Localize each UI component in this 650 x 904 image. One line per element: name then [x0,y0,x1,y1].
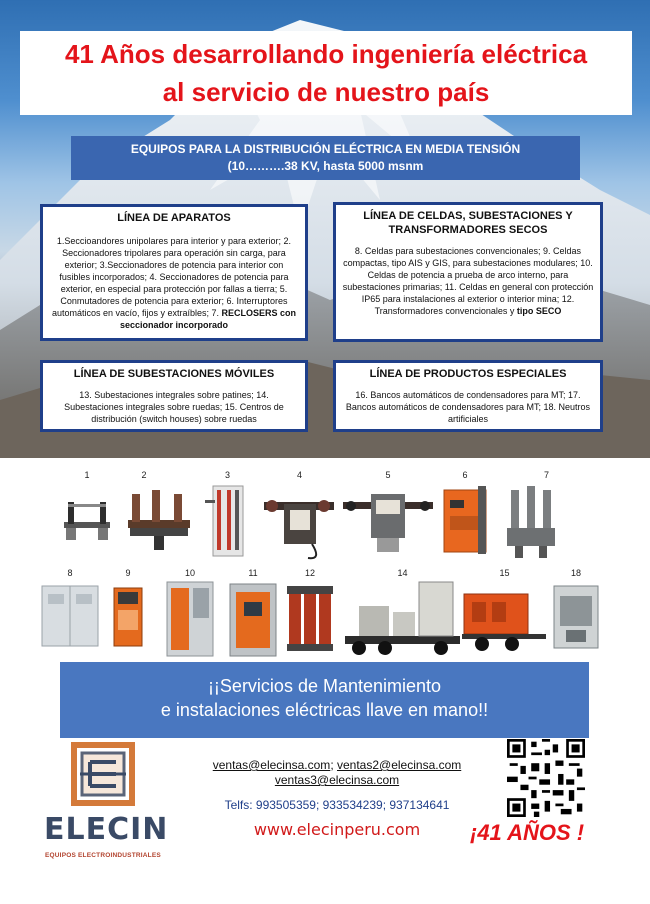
mobile-substation-icon [345,578,460,663]
card-title: LÍNEA DE CELDAS, SUBESTACIONES Y TRANSFORMADORES SECOS [363,210,573,236]
product-2: 2 [124,470,194,555]
load-break-switch-icon [205,480,250,560]
card-linea-aparatos [40,204,308,341]
ip65-cell-icon [228,578,278,658]
product-9: 9 [112,568,144,653]
switch-box-icon [343,480,433,560]
anniversary-badge: ¡41 AÑOS ! [470,820,585,845]
phone-numbers: Telfs: 993505359; 933534239; 937134641 [224,798,450,812]
recloser-icon [505,480,560,560]
card-body: 1.Seccioandores unipolares para interior y para exterior; 2. Seccionadores tripolares para operación sin carga, para exterior; 3.Seccionadores de potencia para interior con fusibles incorporados; 4. Seccionadores de potencia para exterior, en especial para protección por fallas a tierra; 5. Conmutadores de potencia para exterior; 6. Interruptores automáticos en vacío, fijos y extraíbles; 7. RECLOSERS con seccionador incorporado [51,236,297,330]
logo-tagline: EQUIPOS ELECTROINDUSTRIALES [45,852,161,859]
switch-house-trailer-icon [462,578,547,653]
product-11: 11 [228,568,278,663]
card-body: 8. Celdas para subestaciones convencionales; 9. Celdas compactas, tipo AIS y GIS, para subestaciones modulares; 10. Celdas de potencia a prueba de arco interno, para subestaciones primarias; 11. Celdas en general con protección IP65 para instalaciones al exterior o interior mina; 12. Transformadores convencionales y tipo SECO [342,246,594,316]
product-3: 3 [205,470,250,565]
arc-proof-cell-icon [165,578,215,658]
compact-cell-icon [112,578,144,648]
product-18: 18 [552,568,600,658]
product-10: 10 [165,568,215,663]
subtitle-line2: (10……….38 KV, hasta 5000 msnm [227,159,424,173]
email-link-2[interactable]: ventas2@elecinsa.com [337,758,462,772]
product-14: 14 [345,568,460,668]
card-title: LÍNEA DE SUBESTACIONES MÓVILES [73,368,275,380]
neutral-grounding-icon [552,578,600,653]
website-link[interactable]: www.elecinperu.com [253,820,421,839]
email-link-3[interactable]: ventas3@elecinsa.com [274,773,400,787]
card-body: 13. Subestaciones integrales sobre patines; 14. Subestaciones integrales sobre ruedas; 15. Centros de distribución (switch houses) sobre ruedas [64,390,284,424]
headline-line2: al servicio de nuestro país [162,77,490,107]
switchgear-cabinet-icon [40,578,100,648]
vacuum-breaker-icon [440,480,490,560]
product-1: 1 [62,470,112,557]
product-4: 4 [262,470,337,565]
product-5: 5 [343,470,433,565]
product-15: 15 [462,568,547,658]
contact-emails-row2 [192,773,482,787]
logo-wordmark: ELECIN [44,812,169,847]
subtitle-banner [71,136,580,180]
card-body: 16. Bancos automáticos de condensadores para MT; 17. Bancos automáticos de condensadores para MT; 18. Neutros artificiales [345,390,591,424]
product-8: 8 [40,568,100,653]
email-link-1[interactable]: ventas@elecinsa.com [212,758,331,772]
card-title: LÍNEA DE APARATOS [117,212,231,224]
outdoor-switch-icon [262,480,337,560]
headline-box [20,31,632,115]
subtitle-line1: EQUIPOS PARA LA DISTRIBUCIÓN ELÉCTRICA EN MEDIA TENSIÓN [130,142,521,156]
card-linea-subestaciones-moviles [40,360,308,432]
product-7: 7 [505,470,560,565]
email-separator: ; [330,758,334,772]
service-banner [60,662,589,738]
card-linea-celdas [333,202,603,342]
card-title: LÍNEA DE PRODUCTOS ESPECIALES [369,368,567,380]
qr-code-icon[interactable] [507,739,585,817]
product-6: 6 [440,470,490,565]
service-line1: ¡¡Servicios de Mantenimiento [207,676,442,696]
headline-line1: 41 Años desarrollando ingeniería eléctrica [64,39,588,69]
product-12: 12 [285,568,335,658]
card-linea-productos-especiales [333,360,603,432]
disconnector-icon [62,492,112,552]
three-pole-switch-icon [124,480,194,550]
dry-transformer-icon [285,578,335,653]
service-line2: e instalaciones eléctricas llave en mano!! [160,700,489,720]
contact-emails-row1 [192,758,482,772]
